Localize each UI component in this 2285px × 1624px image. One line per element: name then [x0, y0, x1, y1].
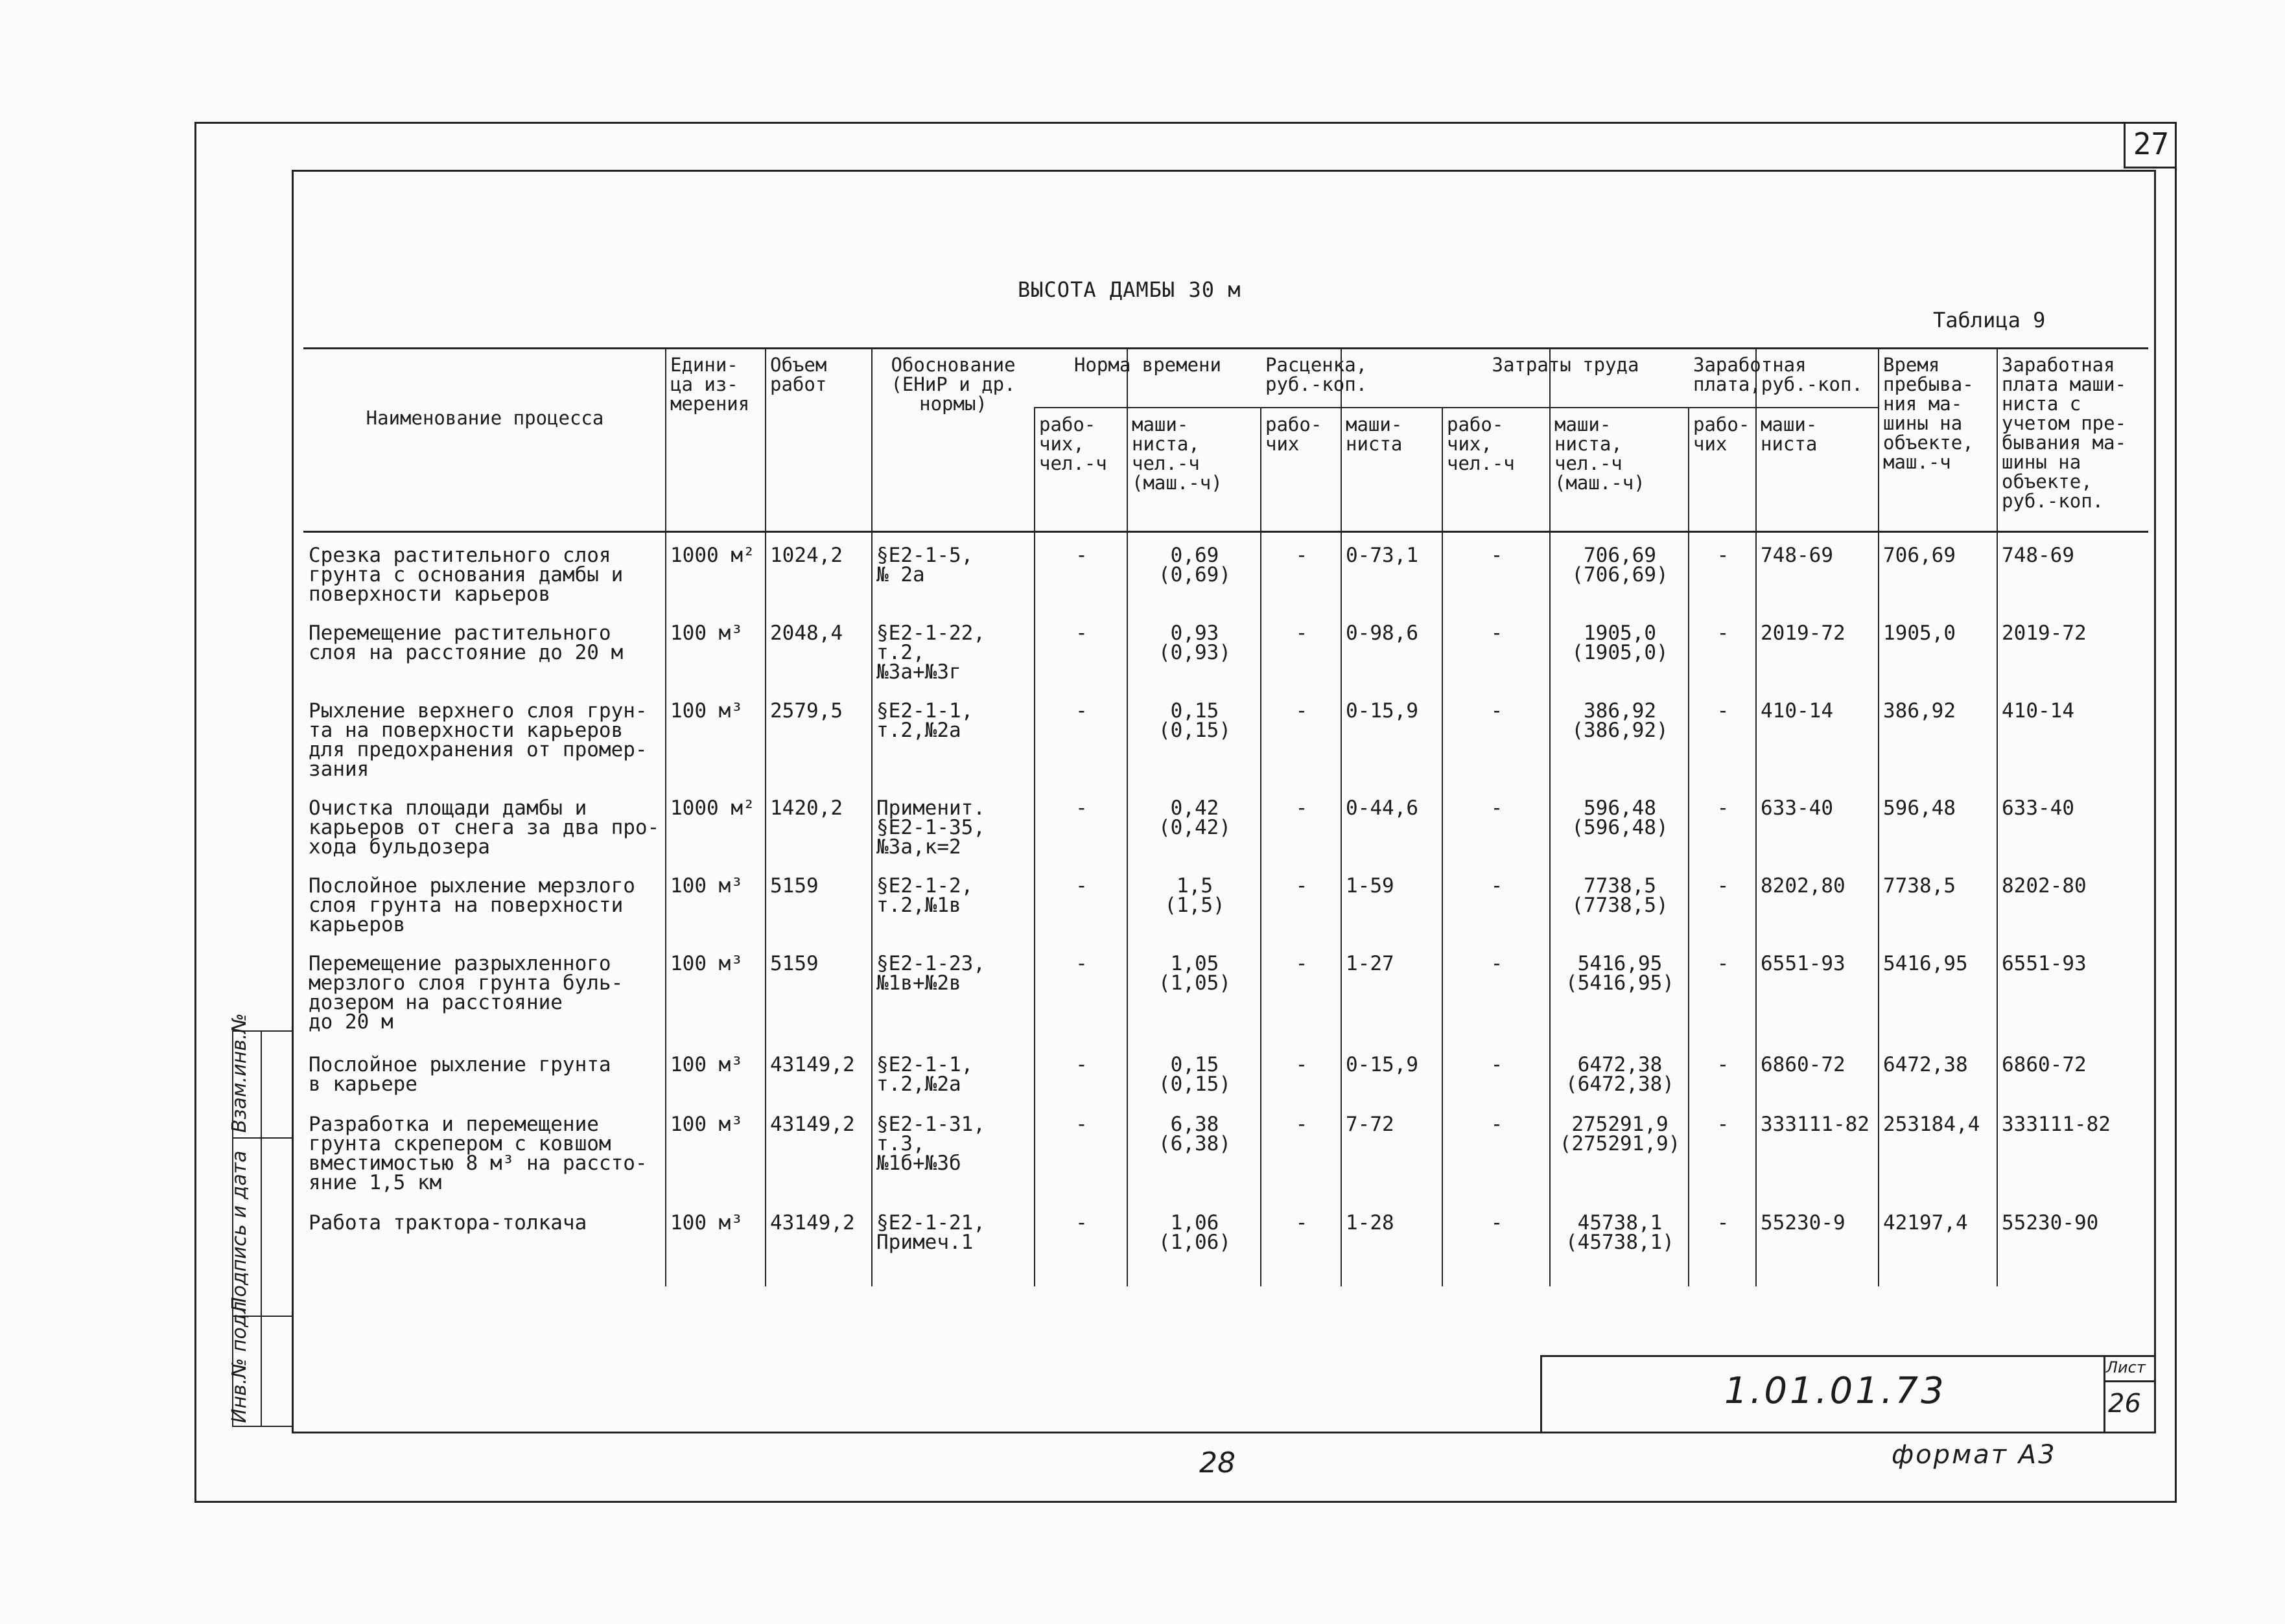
- table-top-rule: [303, 347, 2148, 349]
- column-divider: [1260, 407, 1261, 1286]
- side-stamp-replace-inv: Взам.инв.№: [228, 1013, 251, 1133]
- cell-wage-total: 8202-80: [2002, 874, 2087, 898]
- cell-wage-total: 633-40: [2002, 796, 2074, 820]
- cell-wage-total: 6551-93: [2002, 952, 2087, 975]
- cell-rate-m: 1-28: [1346, 1211, 1394, 1235]
- cell-rate-w: -: [1295, 1211, 1308, 1235]
- header-rate-workers: рабо- чих: [1265, 413, 1322, 455]
- header-basis: Обоснование (ЕНиР и др. нормы): [891, 354, 1016, 415]
- header-wage-workers: рабо- чих: [1693, 413, 1750, 455]
- cell-unit: 1000 м²: [670, 544, 755, 567]
- header-norm-machinist: маши- ниста, чел.-ч (маш.-ч): [1132, 413, 1223, 494]
- cell-norm-w: -: [1075, 621, 1088, 645]
- cell-labor-w: -: [1490, 621, 1503, 645]
- cell-rate-m: 0-15,9: [1346, 1053, 1418, 1076]
- header-norm: Норма времени: [1074, 354, 1221, 376]
- cell-wage-w: -: [1717, 1053, 1729, 1076]
- column-divider: [765, 347, 766, 1286]
- cell-wage-m: 6551-93: [1761, 952, 1846, 975]
- column-divider: [1549, 347, 1551, 1286]
- column-divider: [1127, 347, 1128, 1286]
- cell-time: 386,92: [1883, 699, 1956, 723]
- cell-wage-total: 748-69: [2002, 544, 2074, 567]
- cell-time: 6472,38: [1883, 1053, 1968, 1076]
- cell-labor-m: 45738,1 (45738,1): [1565, 1211, 1674, 1254]
- group-header-rule: [1442, 407, 1688, 408]
- header-wage-machinist: маши- ниста: [1761, 413, 1818, 455]
- cell-time: 5416,95: [1883, 952, 1968, 975]
- header-norm-workers: рабо- чих, чел.-ч: [1039, 413, 1107, 474]
- paper-format: формат А3: [1892, 1440, 2057, 1470]
- cell-labor-w: -: [1490, 1053, 1503, 1076]
- cell-basis: §Е2-1-21, Примеч.1: [876, 1211, 985, 1254]
- document-title: ВЫСОТА ДАМБЫ 30 м: [1018, 277, 1241, 302]
- cell-wage-total: 55230-90: [2002, 1211, 2099, 1235]
- cell-norm-m: 0,15 (0,15): [1158, 1053, 1231, 1096]
- cell-name: Послойное рыхление мерзлого слоя грунта на поверхности карьеров: [309, 874, 635, 936]
- table-label: Таблица 9: [1933, 308, 2046, 332]
- cell-norm-m: 0,42 (0,42): [1158, 796, 1231, 839]
- header-volume: Объем работ: [770, 354, 827, 395]
- cell-basis: Применит. §Е2-1-35, №3а,к=2: [876, 796, 985, 859]
- cell-name: Очистка площади дамбы и карьеров от снега за два про- хода бульдозера: [309, 796, 660, 859]
- group-header-rule: [1034, 407, 1260, 408]
- column-divider: [1878, 347, 1879, 1286]
- cell-wage-total: 410-14: [2002, 699, 2074, 723]
- cell-labor-w: -: [1490, 544, 1503, 567]
- cell-norm-w: -: [1075, 1113, 1088, 1136]
- cell-wage-w: -: [1717, 699, 1729, 723]
- cell-labor-m: 596,48 (596,48): [1571, 796, 1669, 839]
- cell-unit: 1000 м²: [670, 796, 755, 820]
- cell-volume: 5159: [770, 874, 819, 898]
- table-header-rule: [303, 531, 2148, 533]
- top-page-number: 27: [2124, 122, 2177, 168]
- cell-unit: 100 м³: [670, 1053, 743, 1076]
- cell-labor-w: -: [1490, 952, 1503, 975]
- column-divider: [1034, 407, 1035, 1286]
- cell-unit: 100 м³: [670, 952, 743, 975]
- cell-time: 1905,0: [1883, 621, 1956, 645]
- cell-wage-w: -: [1717, 874, 1729, 898]
- side-stamp-strip-2: [262, 1030, 292, 1427]
- cell-labor-w: -: [1490, 1113, 1503, 1136]
- cell-wage-m: 748-69: [1761, 544, 1833, 567]
- cell-name: Перемещение растительного слоя на расстояние до 20 м: [309, 621, 624, 664]
- cell-volume: 2048,4: [770, 621, 843, 645]
- header-rate-machinist: маши- ниста: [1346, 413, 1403, 455]
- cell-rate-w: -: [1295, 544, 1308, 567]
- cell-norm-w: -: [1075, 544, 1088, 567]
- cell-norm-m: 1,05 (1,05): [1158, 952, 1231, 995]
- cell-labor-m: 706,69 (706,69): [1571, 544, 1669, 586]
- cell-norm-w: -: [1075, 1053, 1088, 1076]
- cell-wage-w: -: [1717, 544, 1729, 567]
- cell-norm-m: 1,5 (1,5): [1164, 874, 1225, 917]
- side-stamp-inv-original: Инв.№ подл: [228, 1301, 251, 1423]
- header-unit: Едини- ца из- мерения: [670, 354, 750, 415]
- cell-time: 42197,4: [1883, 1211, 1968, 1235]
- cell-rate-w: -: [1295, 621, 1308, 645]
- cell-wage-total: 6860-72: [2002, 1053, 2087, 1076]
- cell-basis: §Е2-1-31, т.3, №1б+№3б: [876, 1113, 985, 1175]
- cell-labor-m: 7738,5 (7738,5): [1571, 874, 1669, 917]
- cell-name: Разработка и перемещение грунта скрепером с ковшом вместимостью 8 м³ на рассто- яние 1,5 км: [309, 1113, 648, 1194]
- document-code: 1.01.01.73: [1724, 1370, 1947, 1412]
- cell-wage-m: 410-14: [1761, 699, 1833, 723]
- cell-wage-m: 8202,80: [1761, 874, 1846, 898]
- column-divider: [1997, 347, 1998, 1286]
- cell-rate-m: 7-72: [1346, 1113, 1394, 1136]
- cell-norm-w: -: [1075, 874, 1088, 898]
- cell-basis: §Е2-1-5, № 2а: [876, 544, 974, 586]
- cell-volume: 1024,2: [770, 544, 843, 567]
- cell-labor-w: -: [1490, 874, 1503, 898]
- cell-wage-w: -: [1717, 1211, 1729, 1235]
- cell-rate-w: -: [1295, 699, 1308, 723]
- header-wage: Заработная плата,руб.-коп.: [1693, 354, 1863, 395]
- cell-rate-w: -: [1295, 952, 1308, 975]
- cell-wage-m: 633-40: [1761, 796, 1833, 820]
- cell-time: 7738,5: [1883, 874, 1956, 898]
- cell-norm-w: -: [1075, 1211, 1088, 1235]
- cell-labor-m: 275291,9 (275291,9): [1559, 1113, 1681, 1155]
- cell-norm-m: 0,93 (0,93): [1158, 621, 1231, 664]
- cell-basis: §Е2-1-23, №1в+№2в: [876, 952, 985, 995]
- cell-wage-w: -: [1717, 952, 1729, 975]
- cell-norm-w: -: [1075, 796, 1088, 820]
- cell-rate-m: 1-27: [1346, 952, 1394, 975]
- cell-labor-w: -: [1490, 1211, 1503, 1235]
- cell-labor-m: 1905,0 (1905,0): [1571, 621, 1669, 664]
- header-time: Время пребыва- ния ма- шины на объекте, маш.-ч: [1883, 354, 1974, 473]
- column-divider: [1688, 407, 1689, 1286]
- cell-labor-w: -: [1490, 699, 1503, 723]
- inner-frame-right: [2154, 170, 2156, 1433]
- cell-unit: 100 м³: [670, 1113, 743, 1136]
- cell-volume: 43149,2: [770, 1053, 855, 1076]
- cell-volume: 43149,2: [770, 1113, 855, 1136]
- cell-wage-total: 2019-72: [2002, 621, 2087, 645]
- cell-wage-w: -: [1717, 1113, 1729, 1136]
- column-divider: [871, 347, 873, 1286]
- cell-labor-m: 5416,95 (5416,95): [1565, 952, 1674, 995]
- cell-unit: 100 м³: [670, 1211, 743, 1235]
- cell-volume: 2579,5: [770, 699, 843, 723]
- cell-name: Перемещение разрыхленного мерзлого слоя грунта буль- дозером на расстояние до 20 м: [309, 952, 624, 1034]
- cell-name: Послойное рыхление грунта в карьере: [309, 1053, 611, 1096]
- cell-basis: §Е2-1-1, т.2,№2а: [876, 1053, 974, 1096]
- cell-wage-total: 333111-82: [2002, 1113, 2111, 1136]
- side-stamp-signature-date: Подпись и дата: [228, 1150, 251, 1312]
- cell-rate-w: -: [1295, 874, 1308, 898]
- sheet-box-divider: [2103, 1380, 2156, 1382]
- header-labor-workers: рабо- чих, чел.-ч: [1447, 413, 1515, 474]
- cell-name: Срезка растительного слоя грунта с основания дамбы и поверхности карьеров: [309, 544, 624, 606]
- cell-time: 596,48: [1883, 796, 1956, 820]
- cell-unit: 100 м³: [670, 874, 743, 898]
- group-header-rule: [1688, 407, 1878, 408]
- column-divider: [1341, 347, 1342, 1286]
- cell-labor-m: 6472,38 (6472,38): [1565, 1053, 1674, 1096]
- cell-time: 253184,4: [1883, 1113, 1980, 1136]
- cell-rate-m: 0-73,1: [1346, 544, 1418, 567]
- header-name: Наименование процесса: [366, 407, 604, 429]
- column-divider: [665, 347, 666, 1286]
- cell-wage-w: -: [1717, 796, 1729, 820]
- sheet-label: Лист: [2106, 1358, 2146, 1376]
- cell-basis: §Е2-1-22, т.2, №3а+№3г: [876, 621, 985, 684]
- cell-norm-m: 1,06 (1,06): [1158, 1211, 1231, 1254]
- cell-time: 706,69: [1883, 544, 1956, 567]
- cell-rate-w: -: [1295, 1053, 1308, 1076]
- cell-name: Работа трактора-толкача: [309, 1211, 587, 1235]
- cell-rate-m: 0-98,6: [1346, 621, 1418, 645]
- header-labor: Затраты труда: [1492, 354, 1639, 376]
- page-number: 28: [1199, 1446, 1236, 1479]
- column-divider: [1442, 407, 1443, 1286]
- cell-volume: 5159: [770, 952, 819, 975]
- cell-rate-w: -: [1295, 796, 1308, 820]
- cell-basis: §Е2-1-2, т.2,№1в: [876, 874, 974, 917]
- cell-volume: 1420,2: [770, 796, 843, 820]
- group-header-rule: [1260, 407, 1442, 408]
- cell-name: Рыхление верхнего слоя грун- та на поверхности карьеров для предохранения от промер- зания: [309, 699, 648, 781]
- cell-labor-m: 386,92 (386,92): [1571, 699, 1669, 742]
- cell-wage-w: -: [1717, 621, 1729, 645]
- cell-wage-m: 6860-72: [1761, 1053, 1846, 1076]
- cell-norm-m: 0,69 (0,69): [1158, 544, 1231, 586]
- cell-norm-w: -: [1075, 952, 1088, 975]
- cell-norm-m: 0,15 (0,15): [1158, 699, 1231, 742]
- cell-rate-m: 0-44,6: [1346, 796, 1418, 820]
- sheet-number: 26: [2108, 1389, 2141, 1419]
- cell-rate-m: 1-59: [1346, 874, 1394, 898]
- cell-norm-m: 6,38 (6,38): [1158, 1113, 1231, 1155]
- header-rate: Расценка, руб.-коп.: [1265, 354, 1368, 395]
- cell-unit: 100 м³: [670, 699, 743, 723]
- side-stamp-divider: [232, 1137, 292, 1139]
- header-labor-machinist: маши- ниста, чел.-ч (маш.-ч): [1554, 413, 1645, 494]
- cell-volume: 43149,2: [770, 1211, 855, 1235]
- cell-norm-w: -: [1075, 699, 1088, 723]
- cell-rate-m: 0-15,9: [1346, 699, 1418, 723]
- column-divider: [1755, 347, 1757, 1286]
- cell-labor-w: -: [1490, 796, 1503, 820]
- cell-wage-m: 2019-72: [1761, 621, 1846, 645]
- header-wage-total: Заработная плата маши- ниста с учетом пре- бывания ма- шины на объекте, руб.-коп.: [2002, 354, 2127, 512]
- cell-rate-w: -: [1295, 1113, 1308, 1136]
- cell-wage-m: 333111-82: [1761, 1113, 1869, 1136]
- cell-wage-m: 55230-9: [1761, 1211, 1846, 1235]
- cell-basis: §Е2-1-1, т.2,№2а: [876, 699, 974, 742]
- cell-unit: 100 м³: [670, 621, 743, 645]
